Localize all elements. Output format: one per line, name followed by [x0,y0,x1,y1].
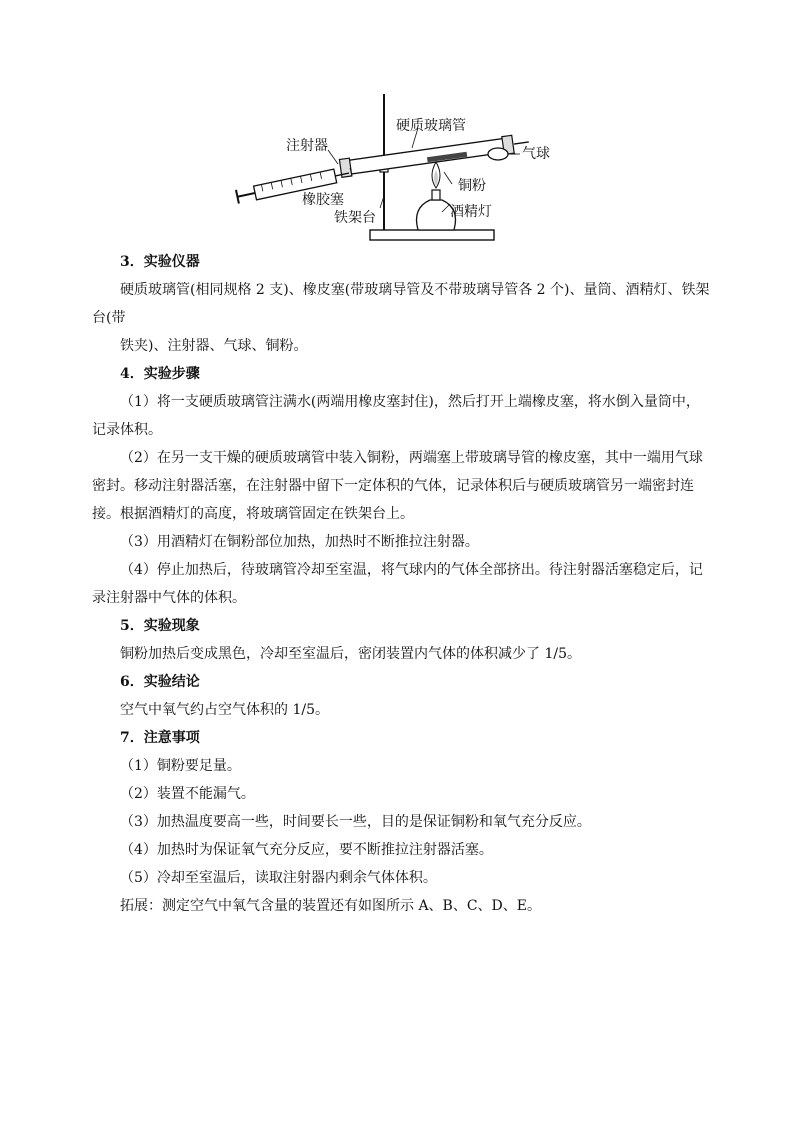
section-3-text: 台(带 [92,310,126,326]
section-4-heading: 4．实验步骤 [120,366,200,382]
step-3-text: （3）用酒精灯在铜粉部位加热，加热时不断推拉注射器。 [120,534,479,550]
precaution-item: （1）铜粉要足量。 [120,758,241,774]
label-syringe: 注射器 [286,138,328,154]
section-6-heading: 6．实验结论 [120,674,200,690]
precaution-item: （3）加热温度要高一些，时间要长一些，目的是保证铜粉和氧气充分反应。 [120,814,591,830]
step-2-text: 密封。移动注射器活塞，在注射器中留下一定体积的气体，记录体积后与硬质玻璃管另一端密封连 [92,478,694,494]
section-6-text: 空气中氧气约占空气体积的 1/5。 [120,702,329,718]
section-3-text: 铁夹)、注射器、气球、铜粉。 [120,338,308,354]
precaution-item: （4）加热时为保证氧气充分反应，要不断推拉注射器活塞。 [120,842,493,858]
step-4-text: （4）停止加热后，待玻璃管冷却至室温，将气球内的气体全部挤出。待注射器活塞稳定后，记 [120,562,703,578]
label-stand: 铁架台 [334,210,376,226]
precaution-item: （2）装置不能漏气。 [120,786,255,802]
section-5-text: 铜粉加热后变成黑色，冷却至室温后，密闭装置内气体的体积减少了 1/5。 [120,646,581,662]
label-lamp: 酒精灯 [450,204,492,220]
document-body [92,248,710,920]
step-2-text: 接。根据酒精灯的高度，将玻璃管固定在铁架台上。 [92,506,414,522]
section-5-heading: 5．实验现象 [120,618,200,634]
label-balloon: 气球 [522,146,550,162]
precaution-item: （5）冷却至室温后，读取注射器内剩余气体体积。 [120,870,437,886]
extension-text: 拓展：测定空气中氧气含量的装置还有如图所示 A、B、C、D、E。 [120,898,542,914]
stand-base [370,230,494,240]
label-copper: 铜粉 [458,178,486,194]
label-stopper: 橡胶塞 [302,192,344,208]
label-hard-tube: 硬质玻璃管 [396,118,466,134]
apparatus-figure [232,88,552,248]
step-4-text: 录注射器中气体的体积。 [92,590,246,606]
apparatus-diagram [232,88,552,248]
step-2-text: （2）在另一支干燥的硬质玻璃管中装入铜粉，两端塞上带玻璃导管的橡皮塞，其中一端用气球 [120,450,703,466]
step-1-text: （1）将一支硬质玻璃管注满水(两端用橡皮塞封住)，然后打开上端橡皮塞，将水倒入量筒中， [120,394,700,410]
balloon [488,148,508,160]
section-3-text: 硬质玻璃管(相同规格 2 支)、橡皮塞(带玻璃导管及不带玻璃导管各 2 个)、量筒、酒精灯、铁架 [120,282,710,298]
section-3-heading: 3．实验仪器 [120,254,200,270]
section-7-heading: 7．注意事项 [120,730,200,746]
step-1-text: 记录体积。 [92,422,162,438]
